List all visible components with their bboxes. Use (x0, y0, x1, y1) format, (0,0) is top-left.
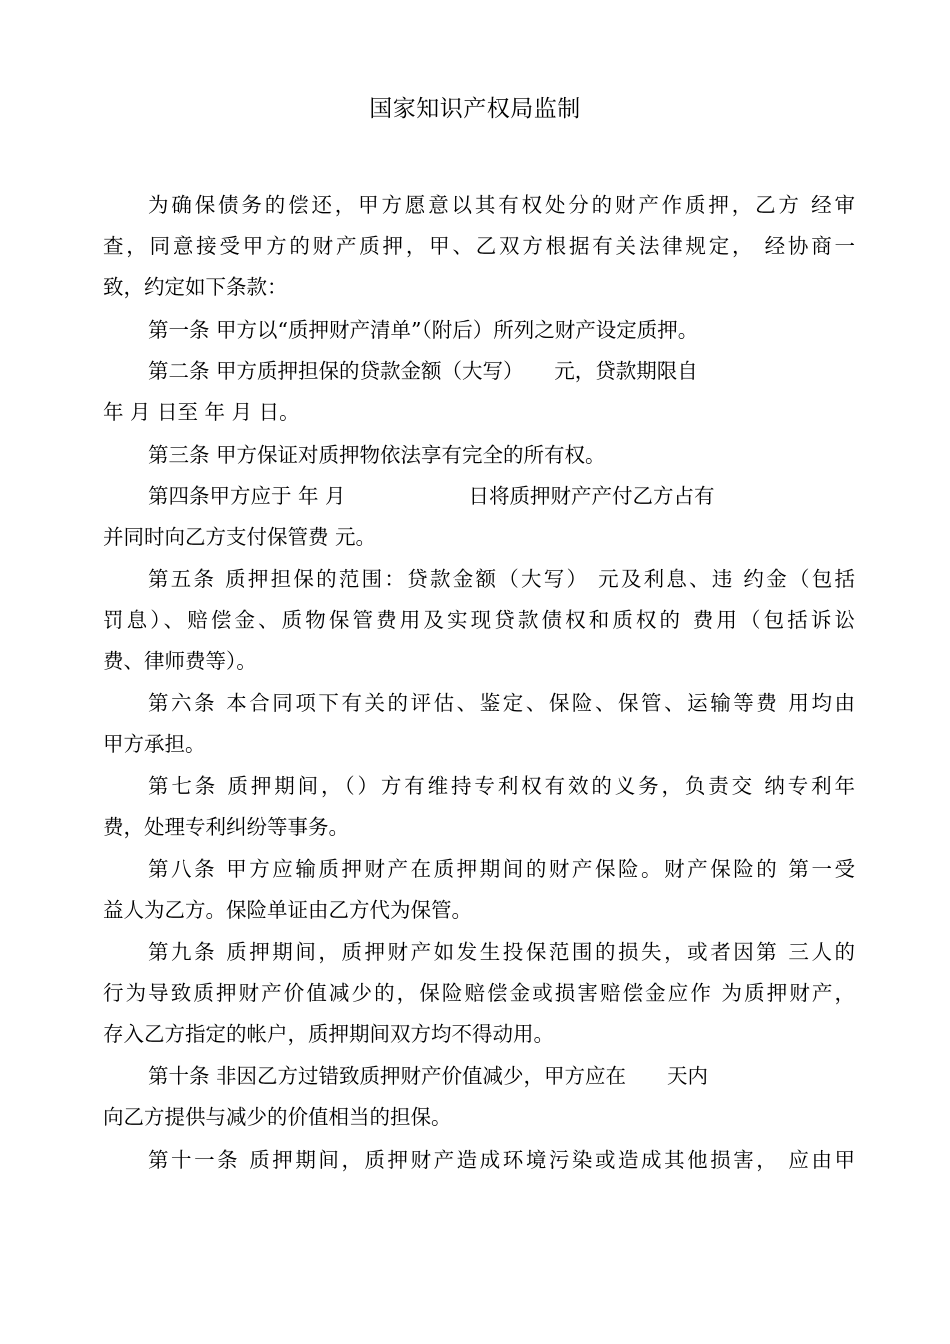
clause-10-line: 向乙方提供与减少的价值相当的担保。 (103, 1105, 452, 1129)
clause-7-line: 第七条 质押期间，（）方有维持专利权有效的义务，负责交 纳专利年 (148, 774, 855, 798)
clause-9-line: 行为导致质押财产价值减少的，保险赔偿金或损害赔偿金应作 为质押财产， (103, 981, 855, 1005)
document-title: 国家知识产权局监制 (369, 96, 581, 122)
paragraph-line: 致，约定如下条款： (103, 275, 288, 299)
clause-5-line: 罚息）、赔偿金、质物保管费用及实现贷款债权和质权的 费用（包括诉讼 (103, 608, 855, 632)
paragraph-line: 查，同意接受甲方的财产质押，甲、乙双方根据有关法律规定， 经协商一 (103, 234, 855, 258)
clause-4-line: 第四条甲方应于 年 月 日将质押财产产付乙方占有 (148, 484, 715, 508)
clause-9-line: 存入乙方指定的帐户，质押期间双方均不得动用。 (103, 1022, 554, 1046)
clause-5-line: 费、律师费等）。 (103, 649, 257, 673)
clause-10-line: 第十条 非因乙方过错致质押财产价值减少，甲方应在 天内 (148, 1064, 709, 1088)
clause-4-line: 并同时向乙方支付保管费 元。 (103, 525, 377, 549)
clause-8-line: 第八条 甲方应输质押财产在质押期间的财产保险。财产保险的 第一受 (148, 857, 855, 881)
clause-8-line: 益人为乙方。保险单证由乙方代为保管。 (103, 898, 472, 922)
clause-5-line: 第五条 质押担保的范围：贷款金额（大写） 元及利息、违 约金（包括 (148, 567, 855, 591)
clause-6-line: 甲方承担。 (103, 732, 206, 756)
clause-11-line: 第十一条 质押期间，质押财产造成环境污染或造成其他损害， 应由甲 (148, 1148, 855, 1172)
clause-2-line: 年 月 日至 年 月 日。 (103, 400, 300, 424)
clause-7-line: 费，处理专利纠纷等事务。 (103, 815, 349, 839)
clause-6-line: 第六条 本合同项下有关的评估、鉴定、保险、保管、运输等费 用均由 (148, 691, 855, 715)
clause-3-line: 第三条 甲方保证对质押物依法享有完全的所有权。 (148, 443, 606, 467)
clause-9-line: 第九条 质押期间，质押财产如发生投保范围的损失，或者因第 三人的 (148, 940, 855, 964)
clause-2-line: 第二条 甲方质押担保的贷款金额（大写） 元，贷款期限自 (148, 359, 698, 383)
clause-1-line: 第一条 甲方以“质押财产清单”（附后）所列之财产设定质押。 (148, 318, 699, 342)
paragraph-line: 为确保债务的偿还，甲方愿意以其有权处分的财产作质押，乙方 经审 (148, 193, 855, 217)
